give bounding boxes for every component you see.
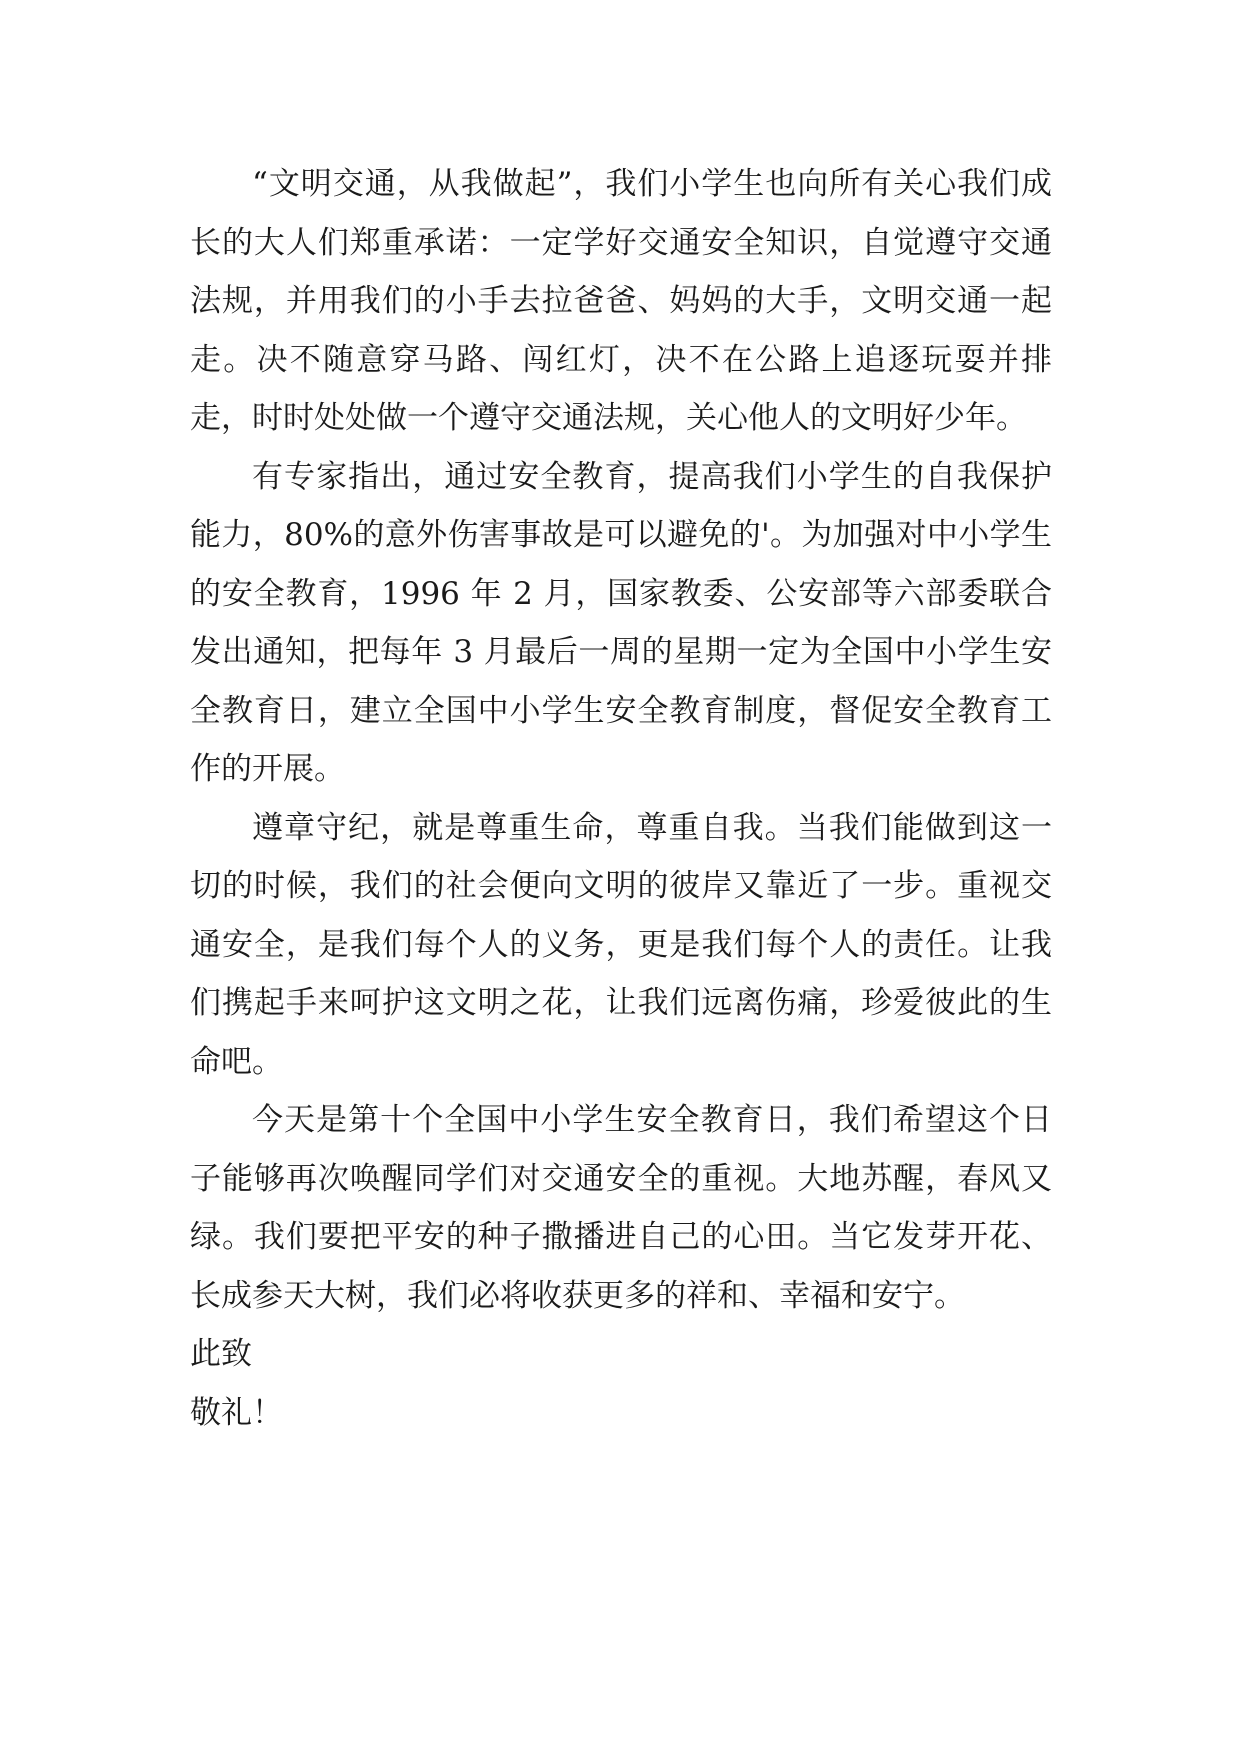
letter-body (190, 155, 1052, 1442)
closing-regards: 敬礼！ (190, 1394, 283, 1431)
paragraph-tenth-safety-day: 今天是第十个全国中小学生安全教育日，我们希望这个日子能够再次唤醒同学们对交通安全的重视。大地苏醒，春风又绿。我们要把平安的种子撒播进自己的心田。当它发芽开花、长成参天大树，我们必将收获更多的祥和、幸福和安宁。 (190, 1102, 1052, 1314)
paragraph-civilized-traffic-pledge: “文明交通，从我做起”，我们小学生也向所有关心我们成长的大人们郑重承诺：一定学好交通安全知识，自觉遵守交通法规，并用我们的小手去拉爸爸、妈妈的大手，文明交通一起走。决不随意穿马路、闯红灯，决不在公路上追逐玩耍并排走，时时处处做一个遵守交通法规，关心他人的文明好少年。 (190, 166, 1052, 436)
closing-salutation: 此致 (190, 1336, 252, 1372)
paragraph-safety-education-day: 有专家指出，通过安全教育，提高我们小学生的自我保护能力，80%的意外伤害事故是可以避免的'。为加强对中小学生的安全教育，1996 年 2 月，国家教委、公安部等六部委联合发出通知，把每年 3 月最后一周的星期一定为全国中小学生安全教育日，建立全国中小学生安全教育制度，督促安全教育工作的开展。 (190, 458, 1052, 787)
paragraph-respect-life: 遵章守纪，就是尊重生命，尊重自我。当我们能做到这一切的时候，我们的社会便向文明的彼岸又靠近了一步。重视交通安全，是我们每个人的义务，更是我们每个人的责任。让我们携起手来呵护这文明之花，让我们远离伤痛，珍爱彼此的生命吧。 (190, 809, 1052, 1080)
